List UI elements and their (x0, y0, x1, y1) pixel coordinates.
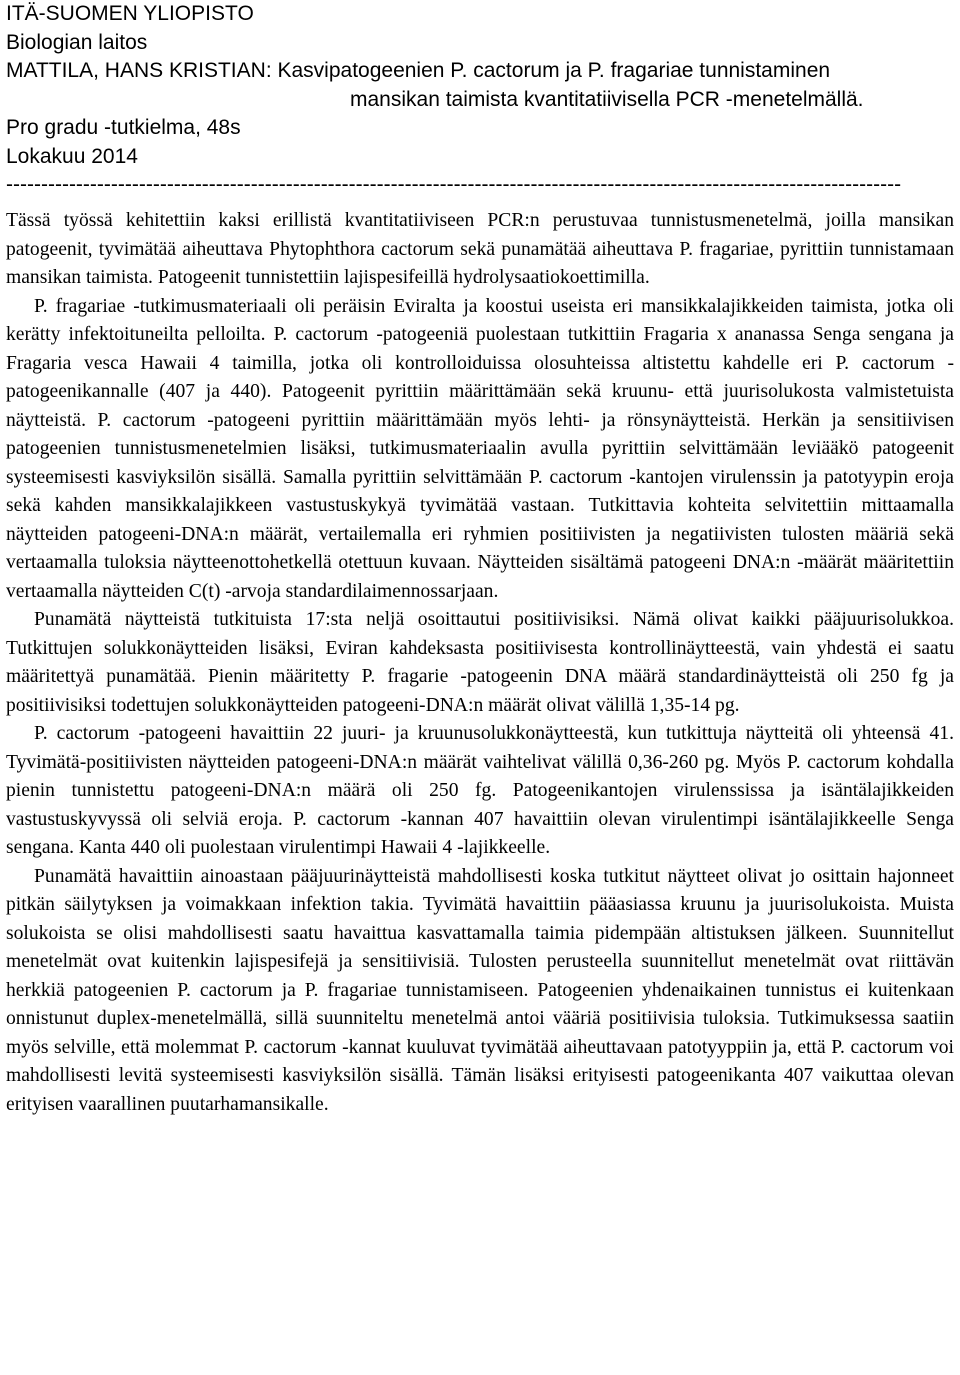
abstract-paragraph-3: Punamätä näytteistä tutkituista 17:sta neljä osoittautui positiivisiksi. Nämä olivat kaikki pääjuurisolukkoa. Tutkittujen solukkonäytteiden lisäksi, Eviran kahdeksasta positiivisesta kontrollinäytteestä, vain yhdestä ei saatu määritettyä punamätää. Pienin määritetty P. fragarie -patogeenin DNA määrä standardinäytteistä oli 250 fg ja positiivisiksi todettujen solukkonäytteiden patogeeni-DNA:n määrät olivat välillä 1,35-14 pg. (6, 609, 954, 716)
thesis-title-line-1: MATTILA, HANS KRISTIAN: Kasvipatogeenien P. cactorum ja P. fragariae tunnistaminen (6, 59, 831, 82)
thesis-date: Lokakuu 2014 (6, 144, 138, 168)
abstract-paragraph-2: P. fragariae -tutkimusmateriaali oli peräisin Eviralta ja koostui useista eri mansikkalajikkeiden taimista, jotka oli kerätty infektoituneilta pelloilta. P. cactorum -patogeeniä puolestaan tutkittiin Fragaria x ananassa Senga sengana ja Fragaria vesca Hawaii 4 taimilla, jotka oli kontrolloiduissa olosuhteissa altistettu kahdelle eri P. cactorum -patogeenikannalle (407 ja 440). Patogeenit pyrittiin määrittämään sekä kruunu- että juurisolukosta valmistetuista näytteistä. P. cactorum -patogeeni pyrittiin määrittämään myös lehti- ja rönsynäytteistä. Herkän ja sensitiivisen patogeenien tunnistusmenetelmien lisäksi, tutkimusmateriaalin avulla pyrittiin selvittämään leviääkö patogeenit systeemisesti kasviyksilön sisällä. Samalla pyrittiin selvittämään P. cactorum -kantojen virulenssin ja patotyypin eroja sekä kahden mansikkalajikkeen vastustuskykyä tyvimätää vastaan. Tutkittavia kohteita selvitettiin mittaamalla näytteiden patogeeni-DNA:n määrät, vertailemalla eri ryhmien positiivisten ja negatiivisten tulosten määriä sekä vertaamalla tuloksia näytteenottohetkellä otettuun kuvaan. Näytteiden sisältämä patogeeni DNA:n -määrät määritettiin vertaamalla näytteiden C(t) -arvoja standardilaimennossarjaan. (6, 295, 954, 602)
department-name: Biologian laitos (6, 30, 148, 54)
dashed-divider: -------------------------------------------------------------------------------------------------------------------------------- (6, 173, 902, 196)
thesis-title-line-2: mansikan taimista kvantitatiivisella PCR -menetelmällä. (350, 87, 864, 111)
abstract-paragraph-1: Tässä työssä kehitettiin kaksi erillistä kvantitatiiviseen PCR:n perustuvaa tunnistusmenetelmä, joilla mansikan patogeenit, tyvimätää aiheuttava Phytophthora cactorum sekä punamätää aiheuttava P. fragariae, pyrittiin tunnistamaan mansikan taimista. Patogeenit tunnistettiin lajispesifeillä hydrolysaatiokoettimilla. (6, 210, 954, 288)
abstract-body (6, 207, 954, 1119)
thesis-info: Pro gradu -tutkielma, 48s (6, 116, 241, 139)
abstract-paragraph-4: P. cactorum -patogeeni havaittiin 22 juuri- ja kruunusolukkonäytteestä, kun tutkittuja näytteitä oli yhteensä 41. Tyvimätä-positiivisten näytteiden patogeeni-DNA:n määrät vaihtelivat välillä 0,36-260 pg. Myös P. cactorum kohdalla pienin tunnistettu patogeeni-DNA:n määrä oli 250 fg. Patogeenikantojen virulenssissa ja isäntälajikkeiden vastustuskyvyssä oli selviä eroja. P. cactorum -kannan 407 havaittiin olevan virulentimpi isäntälajikkeelle Senga sengana. Kanta 440 oli puolestaan virulentimpi Hawaii 4 -lajikkeelle. (6, 723, 954, 858)
abstract-paragraph-5: Punamätä havaittiin ainoastaan pääjuurinäytteistä mahdollisesti koska tutkitut näytteet olivat jo osittain hajonneet pitkän säilytyksen ja voimakkaan infektion takia. Tyvimätä havaittiin pääasiassa kruunu ja juurisolukoista. Muista solukoista se olisi mahdollisesti saatu havaittua kasvattamalla taimia pidempään altistuksen jälkeen. Suunnitellut menetelmät ovat kuitenkin lajispesifejä ja sensitiivisiä. Tulosten perusteella suunnitellut menetelmät ovat riittävän herkkiä patogeenien P. cactorum ja P. fragariae tunnistamiseen. Patogeenien yhdenaikainen tunnistus ei kuitenkaan onnistunut duplex-menetelmällä, sillä suunniteltu menetelmä antoi vääriä positiivisia tuloksia. Tutkimuksessa saatiin myös selville, että molemmat P. cactorum -kannat kuuluvat tyvimätää aiheuttavaan patotyyppiin ja, että P. cactorum voi mahdollisesti levitä systeemisesti kasviyksilön sisällä. Tämän lisäksi erityisesti patogeenikanta 407 vaikuttaa olevan erityisen vaarallinen puutarhamansikalle. (6, 865, 954, 1115)
university-name: ITÄ-SUOMEN YLIOPISTO (6, 2, 254, 25)
thesis-header (6, 0, 954, 171)
